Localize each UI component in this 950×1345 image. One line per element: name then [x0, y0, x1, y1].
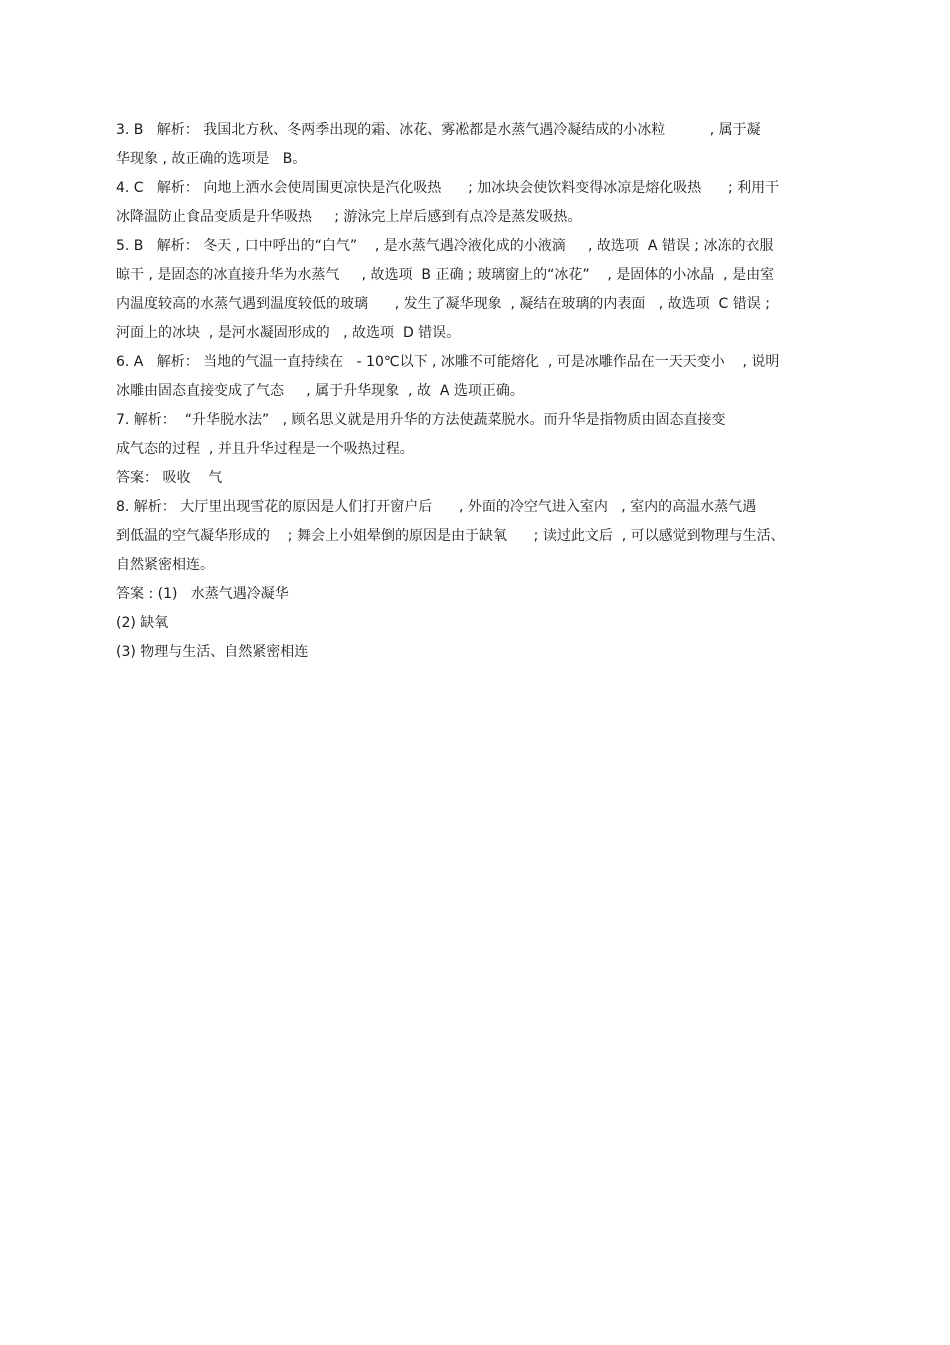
- q8-line-2: 到低温的空气凝华形成的 ; 舞会上小姐晕倒的原因是由于缺氧 ; 读过此文后 , 可以感觉到物理与生活、: [116, 528, 785, 544]
- answer-document: [116, 116, 830, 667]
- q6-line-2: 冰雕由固态直接变成了气态 , 属于升华现象 , 故 A 选项正确。: [116, 383, 524, 399]
- q3-line-1: 3. B 解析： 我国北方秋、冬两季出现的霜、冰花、雾凇都是水蒸气遇冷凝结成的小冰粒 , 属于凝: [116, 122, 761, 138]
- q5-line-1: 5. B 解析： 冬天 , 口中呼出的“白气” , 是水蒸气遇冷液化成的小液滴 , 故选项 A 错误 ; 冰冻的衣服: [116, 238, 774, 254]
- q4-line-2: 冰降温防止食品变质是升华吸热 ; 游泳完上岸后感到有点冷是蒸发吸热。: [116, 209, 582, 225]
- q3-line-2: 华现象 , 故正确的选项是 B。: [116, 151, 307, 167]
- q8-answer-3: (3) 物理与生活、自然紧密相连: [116, 644, 309, 660]
- q8-answer-1: 答案 : (1) 水蒸气遇冷凝华: [116, 586, 289, 602]
- q7-answer: 答案： 吸收 气: [116, 470, 223, 486]
- q8-line-1: 8. 解析： 大厅里出现雪花的原因是人们打开窗户后 , 外面的冷空气进入室内 , 室内的高温水蒸气遇: [116, 499, 757, 515]
- q5-line-2: 晾干 , 是固态的冰直接升华为水蒸气 , 故选项 B 正确 ; 玻璃窗上的“冰花” , 是固体的小冰晶 , 是由室: [116, 267, 775, 283]
- q5-line-4: 河面上的冰块 , 是河水凝固形成的 , 故选项 D 错误。: [116, 325, 461, 341]
- q8-line-3: 自然紧密相连。: [116, 557, 214, 573]
- q4-line-1: 4. C 解析： 向地上洒水会使周围更凉快是汽化吸热 ; 加冰块会使饮料变得冰凉是熔化吸热 ; 利用干: [116, 180, 780, 196]
- q7-line-2: 成气态的过程 , 并且升华过程是一个吸热过程。: [116, 441, 414, 457]
- q5-line-3: 内温度较高的水蒸气遇到温度较低的玻璃 , 发生了凝华现象 , 凝结在玻璃的内表面 , 故选项 C 错误 ;: [116, 296, 770, 312]
- q7-line-1: 7. 解析： “升华脱水法” , 顾名思义就是用升华的方法使蔬菜脱水。而升华是指物质由固态直接变: [116, 412, 726, 428]
- q8-answer-2: (2) 缺氧: [116, 615, 169, 631]
- q6-line-1: 6. A 解析： 当地的气温一直持续在 - 10℃以下 , 冰雕不可能熔化 , 可是冰雕作品在一天天变小 , 说明: [116, 354, 780, 370]
